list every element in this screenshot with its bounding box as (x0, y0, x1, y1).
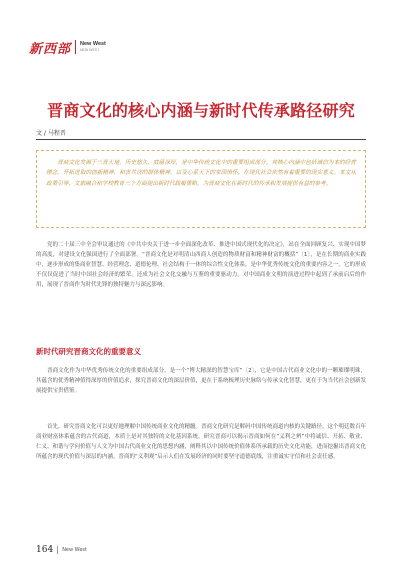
brand-logo-en (80, 42, 106, 52)
footer-magazine-name: New West (62, 547, 87, 553)
abstract-box (36, 150, 366, 228)
magazine-brand (29, 40, 106, 57)
article-author: 文 / 马程晋 (36, 130, 66, 137)
article-title: 晋商文化的核心内涵与新时代传承路径研究 (47, 101, 355, 120)
body-paragraph-3: 首先，研究晋商文化可以更好地理解中国传统商业文化的精髓。晋商文化研究是解码中国传统商道内核的关键路径。这个明廷数百年商业财富体系蕴含的古代商道，本质上是对其独特的文化基因系统。研究晋商可以揭示晋商如何在“义利之辨”中将诚信、开拓、敬业、仁义、和谐与学问价值与人文为中国古代商业文化的思想内涵，阐释其以中国传统价值体系所承载的历史文化功能，进而挖掘出晋商文化所蕴含的现代价值与深层的内涵。晋商的“义利观”启示人们在发展经济的同时要坚守道德底线，注重诚实守信和社会责任感。 (36, 424, 367, 460)
title-divider (36, 139, 366, 140)
footer-divider (57, 546, 58, 554)
page-number: 164 (36, 545, 54, 555)
brand-divider (75, 40, 76, 54)
brand-en-sub: NEW WEST (80, 47, 100, 52)
body-paragraph-2: 晋商文化作为中华优秀传统文化的重要组成部分，是一个“博大精深的智慧宝库”〔2〕，它是中国古代商业文化中的一颗璀璨明珠，其蕴含的优秀精神值得深厚的价值追求，探究晋商文化的深层价值，更在于系统梳理历史脉络与传承文化智慧，更在于为当代社会创新发展提供宝贵借鉴。 (36, 368, 367, 394)
body-paragraph-1: 党的二十届三中全会审议通过的《中共中央关于进一步全面深化改革、推进中国式现代化的决定》，站在全面回顾复兴、实现中国梦的高度，对建设文化强国进行了全面部署。“晋商文化是对明清山西商人创造的物质财富和精神财富的概括”〔1〕，是在长期的商业实践中，逐步形成的集商业智慧、经营理念、道德伦理、社会结构于一体的综合性文化体系，是中华优秀传统文化的重要内容之一。它的形成不仅仅促进了当时中国社会经济的繁荣，还成为社会文化交融与互鉴的重要驱动力。对中国商业文明的演进过程中起到了承前启后的作用，展现了晋商作为时代先锋的独特魅力与深远影响。 (36, 242, 367, 288)
page-footer (36, 545, 87, 555)
brand-logo-cn: 新西部 (29, 41, 72, 57)
section-heading: 新时代研究晋商文化的重要意义 (36, 347, 141, 356)
abstract-text: 晋商文化发源于三晋大地，历史悠久、底蕴深厚，是中华传统文化中的重要组成部分。其核心内涵中包括诚信为本的经营理念，开拓进取的创新精神，和衷共济的群体精神，以及心系天下的家国情怀。在现代社会依然有着重要的现实意义。本文从政策引导、文旅融合和学校教育三个方面提出新时代践履策略，为晋商文化在新时代的传承和发展提供有益的参考。 (46, 160, 356, 187)
brand-en-name: New West (80, 41, 106, 47)
